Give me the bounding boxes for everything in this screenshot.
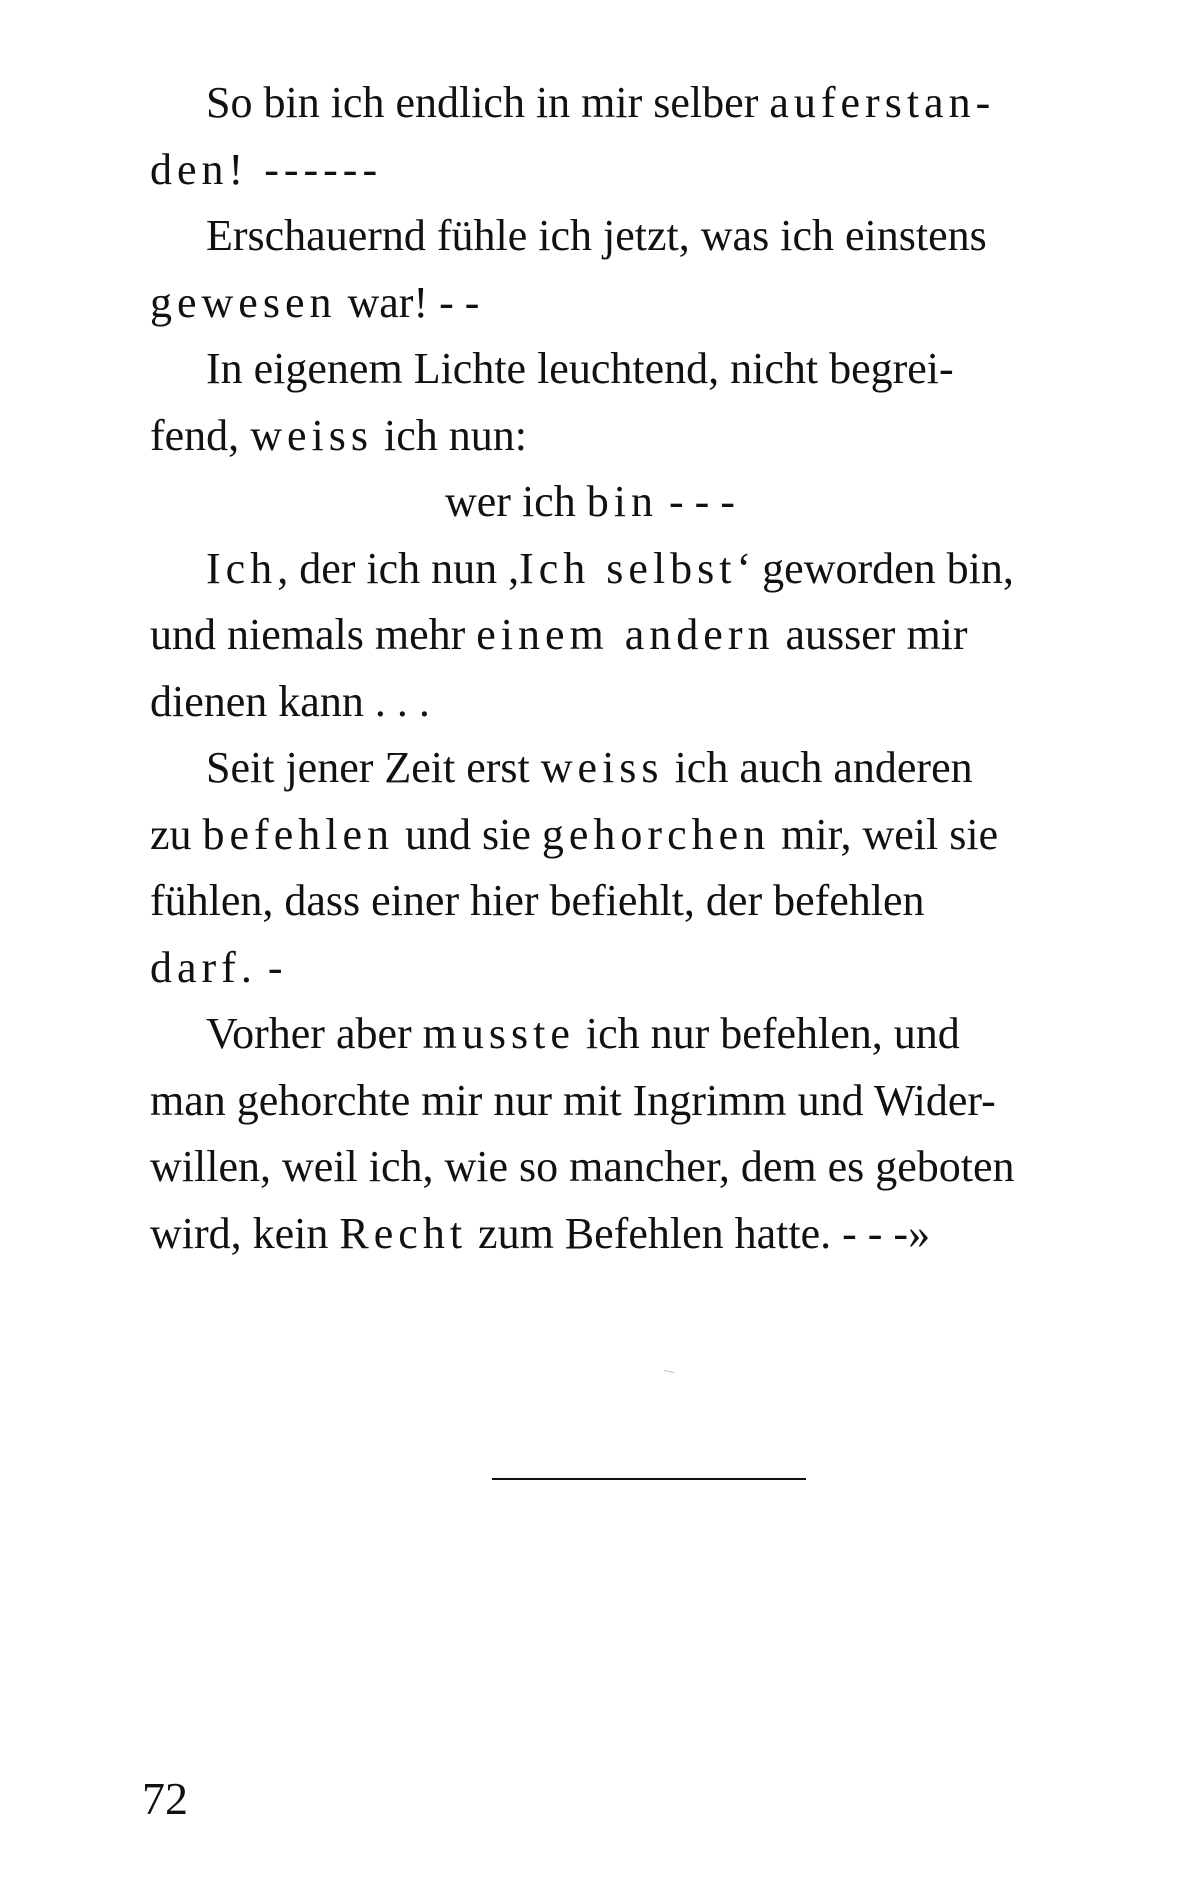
page-number: 72 bbox=[142, 1773, 188, 1824]
text-line: fend, weiss ich nun: bbox=[150, 410, 527, 460]
text-line: den! ------ bbox=[150, 144, 383, 194]
text-line: man gehorchte mir nur mit Ingrimm und Wider- bbox=[150, 1075, 996, 1125]
text-line: Vorher aber musste ich nur befehlen, und bbox=[206, 1009, 960, 1058]
ink-speck bbox=[664, 1370, 675, 1376]
text-line: Erschauernd fühle ich jetzt, was ich einstens bbox=[206, 211, 987, 260]
text-line: wird, kein Recht zum Befehlen hatte. - - -» bbox=[150, 1208, 931, 1258]
section-rule bbox=[492, 1478, 806, 1480]
body-text bbox=[150, 70, 1160, 1267]
text-line: zu befehlen und sie gehorchen mir, weil sie bbox=[150, 809, 999, 859]
text-line: fühlen, dass einer hier befiehlt, der befehlen bbox=[150, 876, 925, 925]
text-line: In eigenem Lichte leuchtend, nicht begrei- bbox=[206, 344, 954, 393]
text-line: und niemals mehr einem andern ausser mir bbox=[150, 610, 968, 659]
text-line: darf. - bbox=[150, 942, 283, 992]
text-line: So bin ich endlich in mir selber auferstan- bbox=[206, 78, 996, 127]
text-line: Ich, der ich nun ,Ich selbst‘ geworden bin, bbox=[206, 543, 1014, 593]
text-line: dienen kann . . . bbox=[150, 676, 430, 726]
text-line: Seit jener Zeit erst weiss ich auch anderen bbox=[206, 743, 973, 792]
text-line: willen, weil ich, wie so mancher, dem es geboten bbox=[150, 1142, 1015, 1191]
text-line: wer ich bin - - - bbox=[445, 477, 735, 526]
text-line: gewesen war! - - bbox=[150, 277, 480, 327]
